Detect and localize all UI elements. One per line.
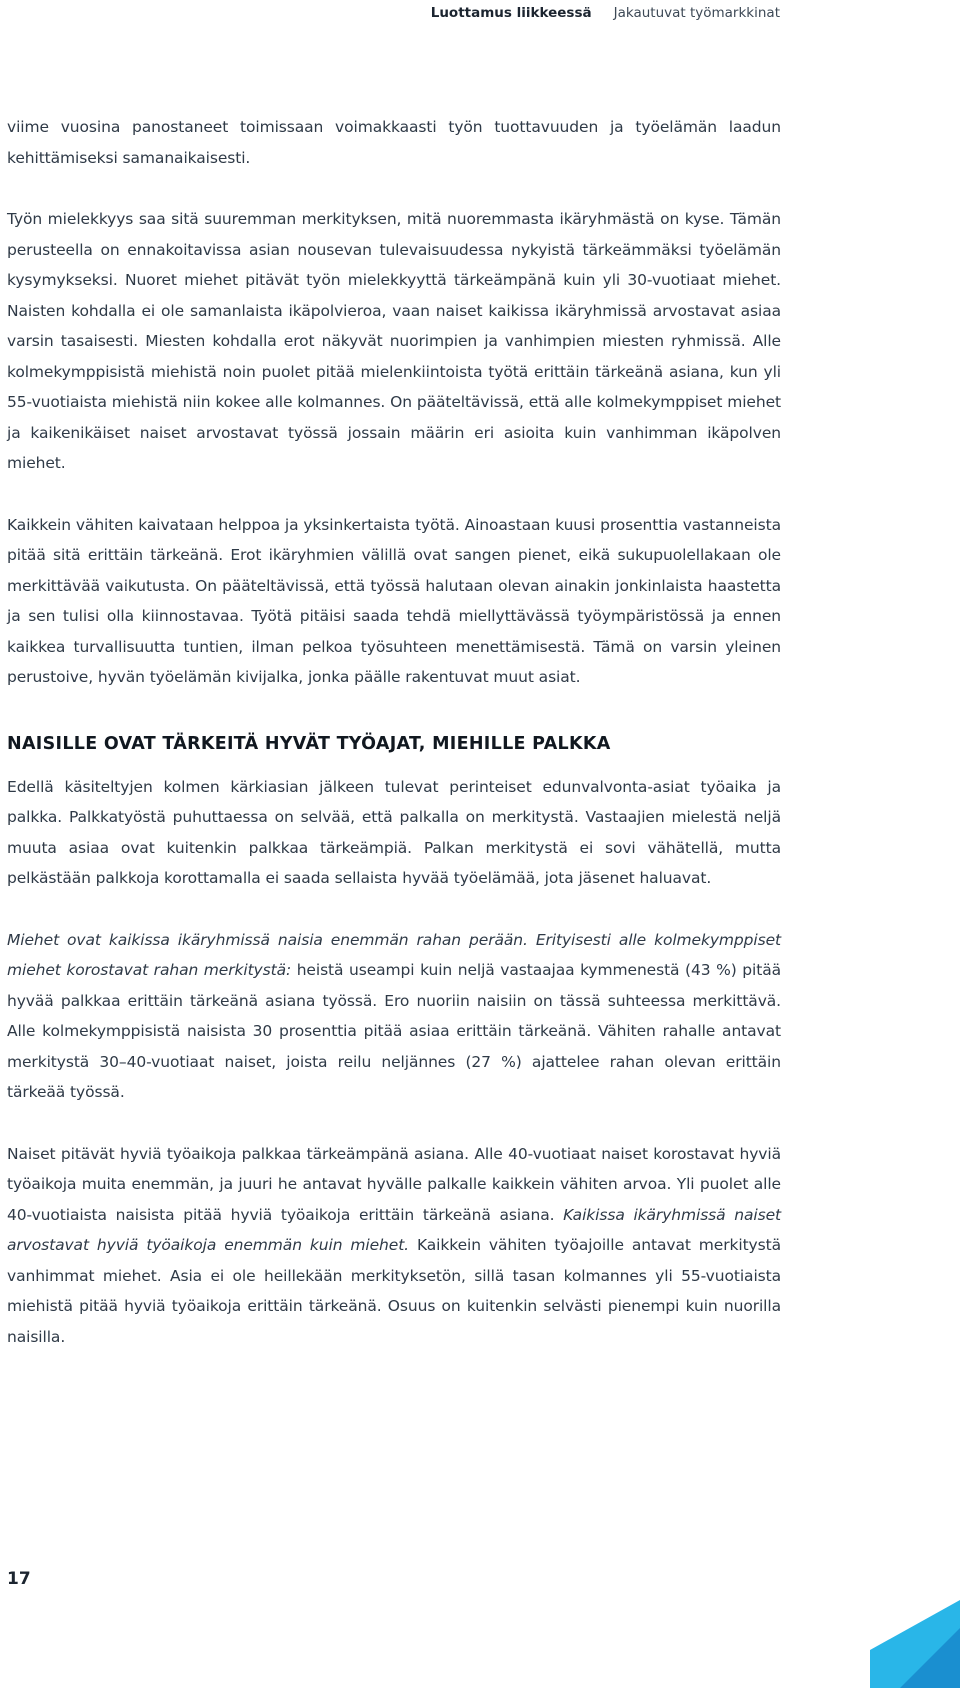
running-header [20,4,780,22]
paragraph-1: viime vuosina panostaneet toimissaan voimakkaasti työn tuottavuuden ja työelämän laadun kehittämiseksi samanaikaisesti. [7,118,781,167]
paragraph-4: Edellä käsiteltyjen kolmen kärkiasian jälkeen tulevat perinteiset edunvalvonta-asiat työaika ja palkka. Palkkatyöstä puhuttaessa on selvää, että palkalla on merkitystä. Vastaajien mielestä neljä muuta asiaa ovat kuitenkin palkkaa tärkeämpiä. Palkan merkitystä ei sovi vähätellä, mutta pelkästään palkkoja korottamalla ei saada sellaista hyvää työelämää, jota jäsenet haluavat. [7,777,781,887]
paragraph-5-text: heistä useampi kuin neljä vastaajaa kymmenestä (43 %) pitää hyvää palkkaa erittäin tärkeänä asiana työssä. Ero nuoriin naisiin on tässä suhteessa merkittävä. Alle kolmekymppisistä naisista 30 prosenttia pitää asiaa erittäin tärkeänä. Vähiten rahalle antavat merkitystä 30–40-vuotiaat naiset, joista reilu neljännes (27 %) ajattelee rahan olevan erittäin tärkeää työssä. [7,961,781,1101]
header-section: Luottamus liikkeessä [430,5,592,21]
paragraph-6-text-start: Naiset pitävät hyviä työaikoja palkkaa tärkeämpänä asiana. Alle 40-vuotiaat naiset korostavat hyviä työaikoja muita enemmän, ja juuri he antavat hyvälle palkalle kaikkein vähiten arvoa. Yli puolet alle 40-vuotiaista naisista pitää hyviä työaikoja erittäin tärkeänä asiana. [7,1144,781,1224]
article-body [7,112,781,1352]
paragraph-2: Työn mielekkyys saa sitä suuremman merkityksen, mitä nuoremmasta ikäryhmästä on kyse. Tämän perusteella on ennakoitavissa asian nousevan tulevaisuudessa nykyistä tärkeämmäksi työelämän kysymykseksi. Nuoret miehet pitävät työn mielekkyyttä tärkeämpänä kuin yli 30-vuotiaat miehet. Naisten kohdalla ei ole samanlaista ikäpolvieroa, vaan naiset kaikissa ikäryhmissä arvostavat asiaa varsin tasaisesti. Miesten kohdalla erot näkyvät nuorimpien ja vanhimpien miesten ryhmissä. Alle kolmekymppisistä miehistä noin puolet pitää mielenkiintoista työtä erittäin tärkeänä asiana, kun yli 55-vuotiaista miehistä niin kokee alle kolmannes. On pääteltävissä, että alle kolmekymppiset miehet ja kaikenikäiset naiset arvostavat työssä jossain määrin eri asioita kuin vanhimman ikäpolven miehet. [7,210,781,472]
paragraph-6-text-end: Kaikkein vähiten työajoille antavat merkitystä vanhimmat miehet. Asia ei ole heillekään merkityksetön, sillä tasan kolmannes yli 55-vuotiaista miehistä pitää hyviä työaikoja erittäin tärkeänä. Osuus on kuitenkin selvästi pienempi kuin nuorilla naisilla. [7,1236,781,1346]
page-number: 17 [7,1569,31,1589]
corner-decoration [870,1558,960,1688]
paragraph-6-emphasis: Kaikissa ikäryhmissä naiset arvostavat hyviä työaikoja enemmän kuin miehet. [7,1205,781,1254]
section-heading: NAISILLE OVAT TÄRKEITÄ HYVÄT TYÖAJAT, MIEHILLE PALKKA [7,733,611,754]
paragraph-5 [7,925,781,1108]
paragraph-5-emphasis: Miehet ovat kaikissa ikäryhmissä naisia enemmän rahan perään. Erityisesti alle kolmekymppiset miehet korostavat rahan merkitystä: [7,930,781,979]
header-subsection: Jakautuvat työmarkkinat [613,5,780,21]
paragraph-6 [7,1139,781,1353]
paragraph-3: Kaikkein vähiten kaivataan helppoa ja yksinkertaista työtä. Ainoastaan kuusi prosenttia vastanneista pitää sitä erittäin tärkeänä. Erot ikäryhmien välillä ovat sangen pienet, eikä sukupuolellakaan ole merkittävää vaikutusta. On pääteltävissä, että työssä halutaan olevan ainakin jonkinlaista haastetta ja sen tulisi olla kiinnostavaa. Työtä pitäisi saada tehdä miellyttävässä työympäristössä ja ennen kaikkea turvallisuutta tuntien, ilman pelkoa työsuhteen menettämisestä. Tämä on varsin yleinen perustoive, hyvän työelämän kivijalka, jonka päälle rakentuvat muut asiat. [7,515,781,686]
